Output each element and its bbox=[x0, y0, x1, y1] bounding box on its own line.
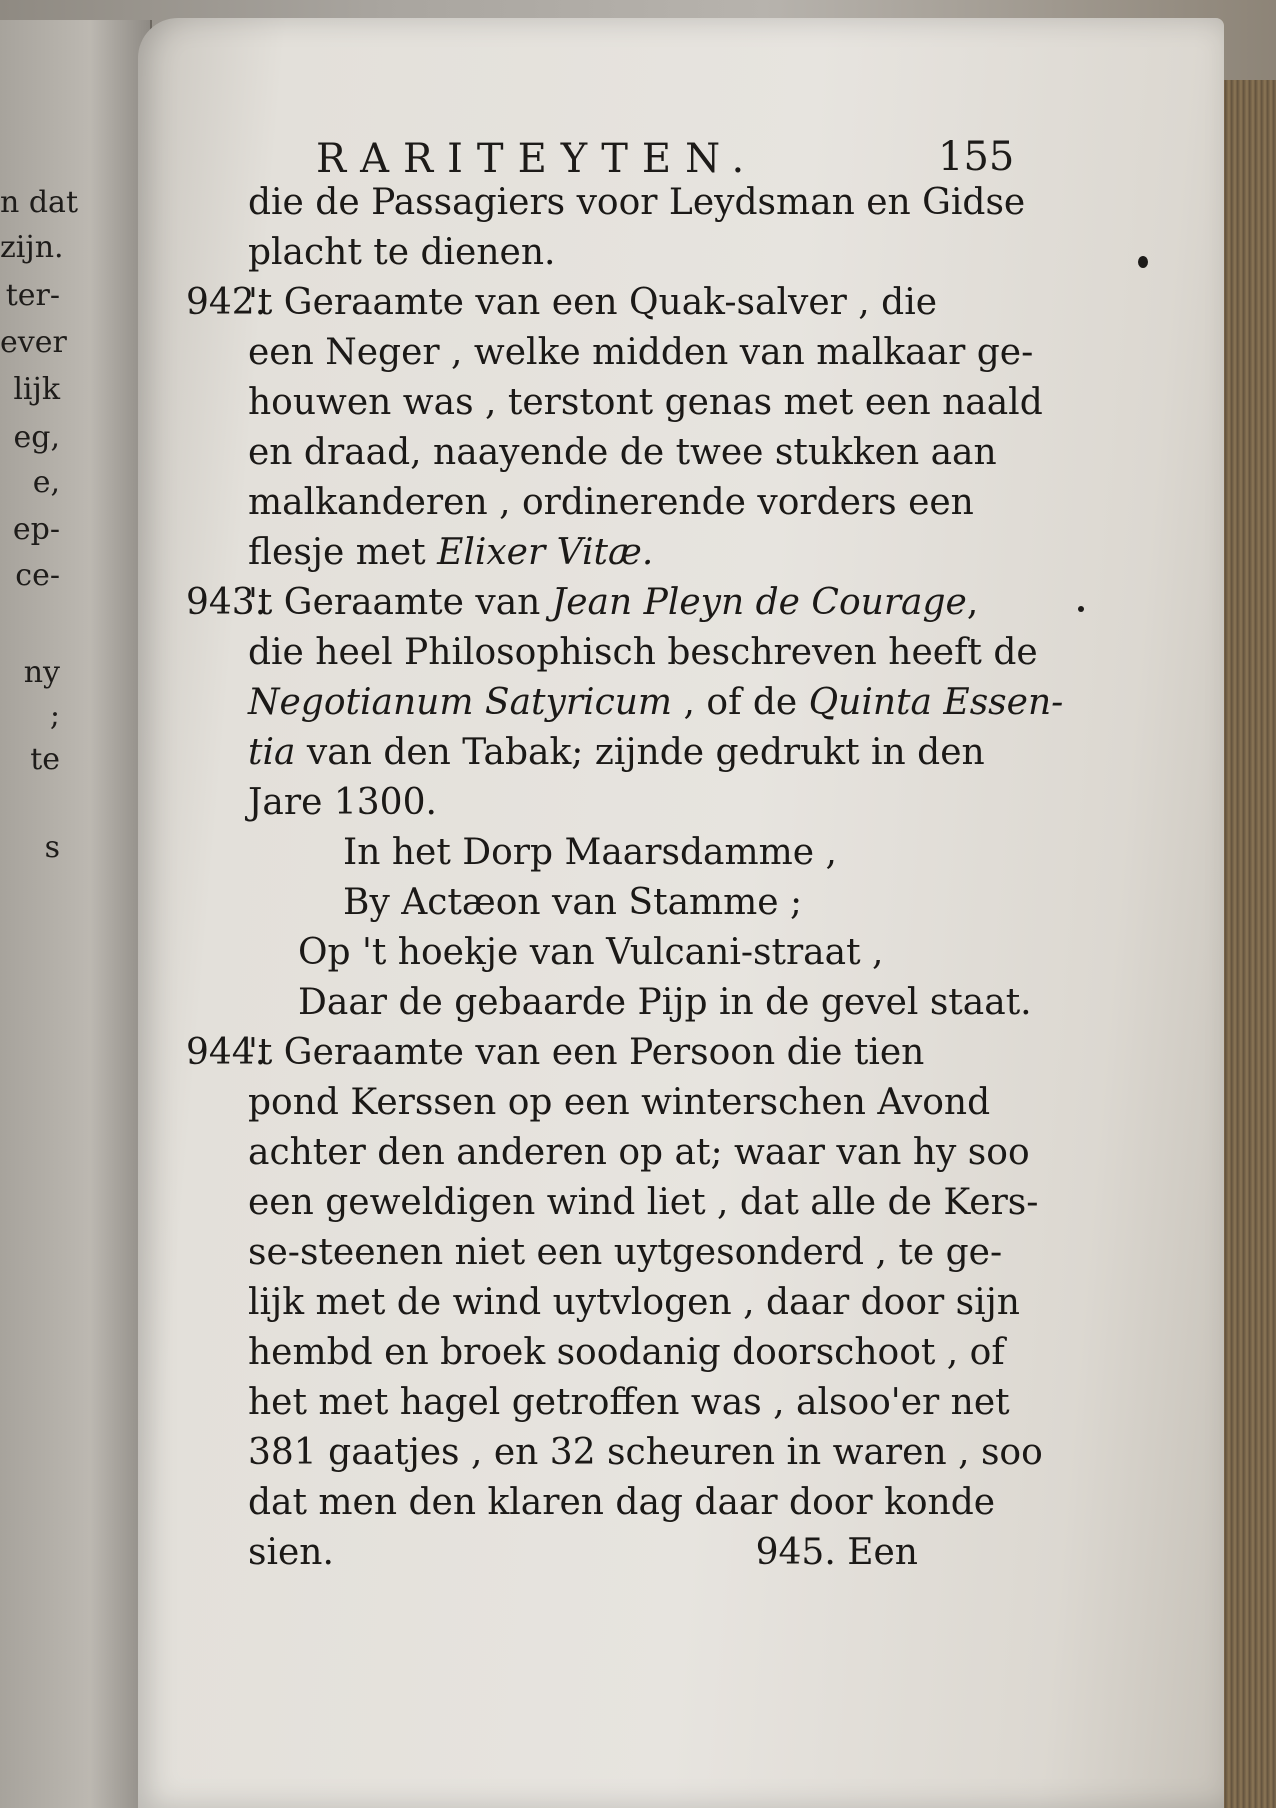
text-line: een geweldigen wind liet , dat alle de Kers- bbox=[248, 1182, 1039, 1223]
text-line: houwen was , terstont genas met een naald bbox=[248, 382, 1043, 423]
text-line: die heel Philosophisch beschreven heeft de bbox=[248, 632, 1038, 673]
text-line: tia van den Tabak; zijnde gedrukt in den bbox=[248, 732, 985, 773]
text-line: lijk met de wind uytvlogen , daar door sijn bbox=[248, 1282, 1020, 1323]
entry-number: 944. bbox=[186, 1032, 267, 1073]
text-line: malkanderen , ordinerende vorders een bbox=[248, 482, 974, 523]
ink-speck bbox=[1078, 606, 1084, 612]
text-line: die de Passagiers voor Leydsman en Gidse bbox=[248, 182, 1026, 223]
catchword: 945. Een bbox=[755, 1532, 918, 1573]
left-page-fragment: ep- bbox=[12, 512, 60, 547]
left-page-fragment: ever bbox=[0, 325, 67, 360]
text-line: achter den anderen op at; waar van hy soo bbox=[248, 1132, 1030, 1173]
text-line: een Neger , welke midden van malkaar ge- bbox=[248, 332, 1034, 373]
left-page-fragment: ce- bbox=[15, 558, 60, 593]
verse-line: By Actæon van Stamme ; bbox=[343, 882, 803, 923]
verse-line: Daar de gebaarde Pijp in de gevel staat. bbox=[298, 982, 1032, 1023]
page-number: 155 bbox=[938, 134, 1015, 180]
ink-speck bbox=[1138, 256, 1148, 268]
verse-line: In het Dorp Maarsdamme , bbox=[343, 832, 837, 873]
text-line: Negotianum Satyricum , of de Quinta Essen- bbox=[248, 682, 1064, 723]
left-page-fragment: ; bbox=[49, 698, 60, 733]
text-line: 943. 't Geraamte van Jean Pleyn de Courage, bbox=[248, 578, 918, 628]
text-line: placht te dienen. bbox=[248, 232, 556, 273]
text-line: se-steenen niet een uytgesonderd , te ge- bbox=[248, 1232, 1003, 1273]
entry-number: 943. bbox=[186, 582, 267, 623]
entry-number: 942. bbox=[186, 282, 267, 323]
text-line: pond Kerssen op een winterschen Avond bbox=[248, 1082, 991, 1123]
running-title: RARITEYTEN. bbox=[316, 136, 759, 182]
text-line: dat men den klaren dag daar door konde bbox=[248, 1482, 996, 1523]
left-page-fragment: s bbox=[44, 830, 60, 865]
text-line: 942. 't Geraamte van een Quak-salver , die bbox=[248, 278, 918, 328]
text-line: het met hagel getroffen was , alsoo'er net bbox=[248, 1382, 1010, 1423]
book-page bbox=[138, 18, 1224, 1808]
text-line: en draad, naayende de twee stukken aan bbox=[248, 432, 997, 473]
left-page-fragment: te bbox=[30, 742, 60, 777]
left-page-fragment: ter- bbox=[5, 278, 60, 313]
left-page-fragment: n dat bbox=[0, 185, 79, 220]
left-page-fragment: e, bbox=[32, 465, 60, 500]
left-page-fragment: ny bbox=[23, 655, 60, 690]
text-line: flesje met Elixer Vitæ. bbox=[248, 532, 654, 573]
left-page-fragment: zijn. bbox=[0, 230, 64, 265]
text-line: hembd en broek soodanig doorschoot , of bbox=[248, 1332, 1005, 1373]
text-line: 381 gaatjes , en 32 scheuren in waren , soo bbox=[248, 1432, 1043, 1473]
previous-page-edge bbox=[0, 20, 152, 1808]
left-page-fragment: lijk bbox=[13, 372, 60, 407]
text-line: 944. 't Geraamte van een Persoon die tien bbox=[248, 1028, 918, 1078]
left-page-fragment: eg, bbox=[13, 420, 60, 455]
text-line: Jare 1300. bbox=[248, 782, 437, 823]
verse-line: Op 't hoekje van Vulcani-straat , bbox=[298, 932, 884, 973]
book-page-edges bbox=[1220, 80, 1276, 1808]
text-line: sien. 945. Een bbox=[248, 1528, 918, 1578]
